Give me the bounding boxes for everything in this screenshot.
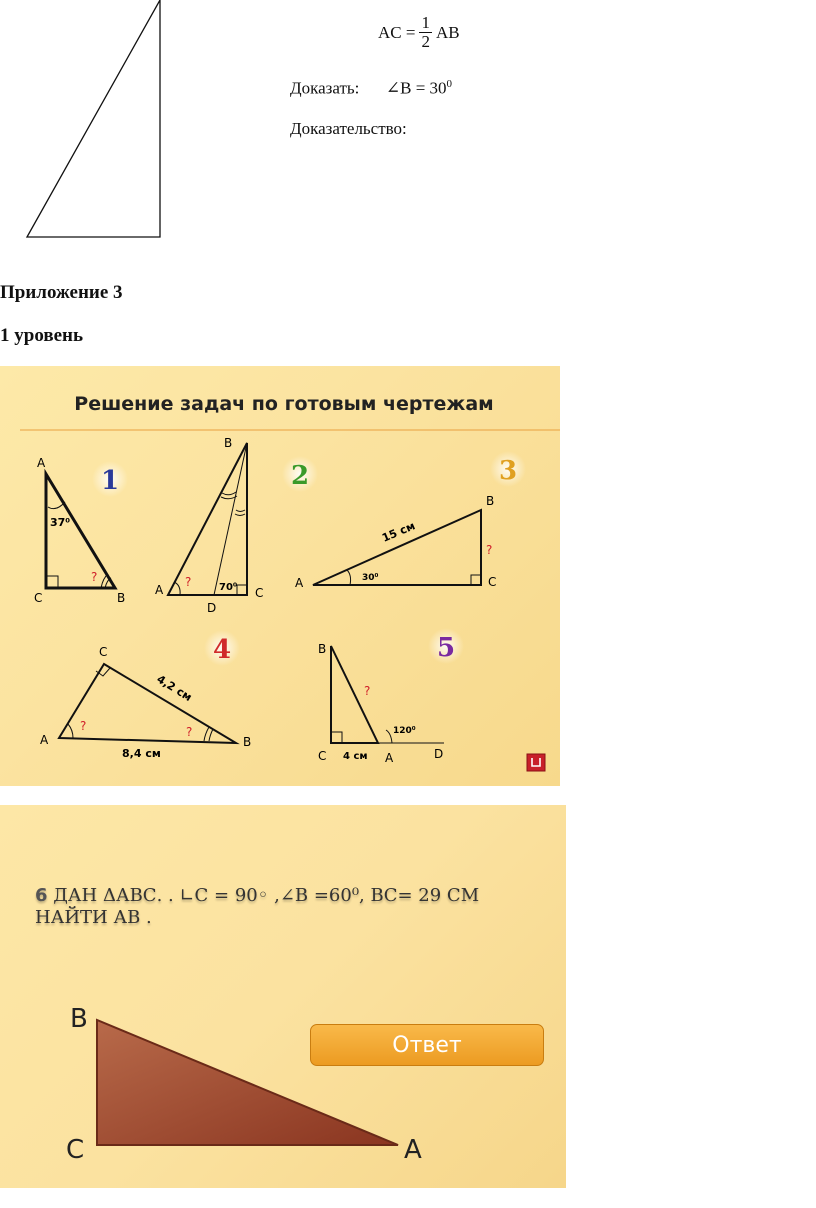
problem-6-text: ДАН ΔАВС. . ∟С = 90◦ ,∠В =60⁰, ВС= 29 СМ <box>53 885 480 906</box>
t1-label-c: C <box>34 591 43 605</box>
return-icon[interactable] <box>527 754 545 771</box>
badge-3-label: 3 <box>498 456 518 486</box>
prove-angle: ∠B = 30 <box>385 78 447 98</box>
t3-label-b: B <box>486 494 495 508</box>
t2-angle: 70⁰ <box>219 582 238 593</box>
t2-label-a: A <box>155 583 164 597</box>
fraction <box>419 14 432 51</box>
p6-label-b: В <box>70 1004 88 1034</box>
t5-label-b: B <box>318 642 327 656</box>
t4-label-a: A <box>40 733 49 747</box>
t3-label-a: A <box>295 576 304 590</box>
triangle-5 <box>318 642 444 765</box>
p6-label-c: С <box>66 1135 85 1165</box>
t3-angle: 30⁰ <box>362 573 379 583</box>
badge-4-label: 4 <box>212 635 232 665</box>
badge-2 <box>282 456 318 492</box>
t1-question: ? <box>91 570 98 584</box>
fraction-numerator: 1 <box>421 13 430 32</box>
t2-label-b: B <box>224 436 233 450</box>
given-ab: AB <box>435 22 460 42</box>
t4-side-cb: 4,2 см <box>154 672 195 705</box>
slide-title: Решение задач по готовым чертежам <box>74 393 494 415</box>
t5-side: 4 см <box>343 751 368 762</box>
t4-side-ab: 8,4 см <box>122 747 161 760</box>
slide-problem-6 <box>0 805 566 1188</box>
t5-label-a: A <box>385 751 394 765</box>
p6-label-a: А <box>404 1135 422 1165</box>
badge-4 <box>204 630 240 666</box>
badge-1-label: 1 <box>100 466 120 496</box>
problem-6-number: 6 <box>35 885 48 906</box>
given-formula <box>378 14 460 51</box>
t4-label-b: B <box>243 735 252 749</box>
prove-line <box>290 78 452 99</box>
appendix-title: Приложение 3 <box>0 282 123 303</box>
t4-question-b: ? <box>186 725 193 739</box>
t1-label-b: B <box>117 591 126 605</box>
badge-2-label: 2 <box>290 461 310 491</box>
answer-button[interactable]: Ответ <box>310 1024 544 1066</box>
t5-label-d: D <box>434 747 444 761</box>
t2-label-c: C <box>255 586 264 600</box>
badge-5-label: 5 <box>436 633 456 663</box>
problem-6-triangle <box>0 805 566 1188</box>
top-triangle <box>0 0 200 250</box>
t4-question-a: ? <box>80 719 87 733</box>
t5-label-c: C <box>318 749 327 763</box>
t1-angle: 37⁰ <box>50 516 71 529</box>
badge-3 <box>490 451 526 487</box>
t1-label-a: A <box>37 456 46 470</box>
slide-problems <box>0 366 560 786</box>
problem-6-line-2: НАЙТИ АВ . <box>35 907 152 928</box>
t5-angle: 120⁰ <box>393 726 416 736</box>
t3-question: ? <box>486 543 493 557</box>
badge-1 <box>92 461 128 497</box>
badge-5 <box>428 628 464 664</box>
t5-question: ? <box>364 684 371 698</box>
t3-side: 15 см <box>380 519 418 545</box>
prove-label: Доказать: <box>290 78 360 98</box>
slide-problems-drawing <box>0 366 560 786</box>
prove-degree: 0 <box>446 78 453 90</box>
triangle-2 <box>155 436 263 615</box>
fraction-denominator: 2 <box>421 32 430 51</box>
t2-question: ? <box>185 575 192 589</box>
triangle-3 <box>295 494 496 590</box>
t4-label-c: C <box>99 645 108 659</box>
proof-label: Доказательство: <box>290 119 407 138</box>
level-title: 1 уровень <box>0 325 84 346</box>
given-ac: AC = <box>378 22 416 42</box>
t2-label-d: D <box>207 601 217 615</box>
t3-label-c: C <box>488 575 497 589</box>
